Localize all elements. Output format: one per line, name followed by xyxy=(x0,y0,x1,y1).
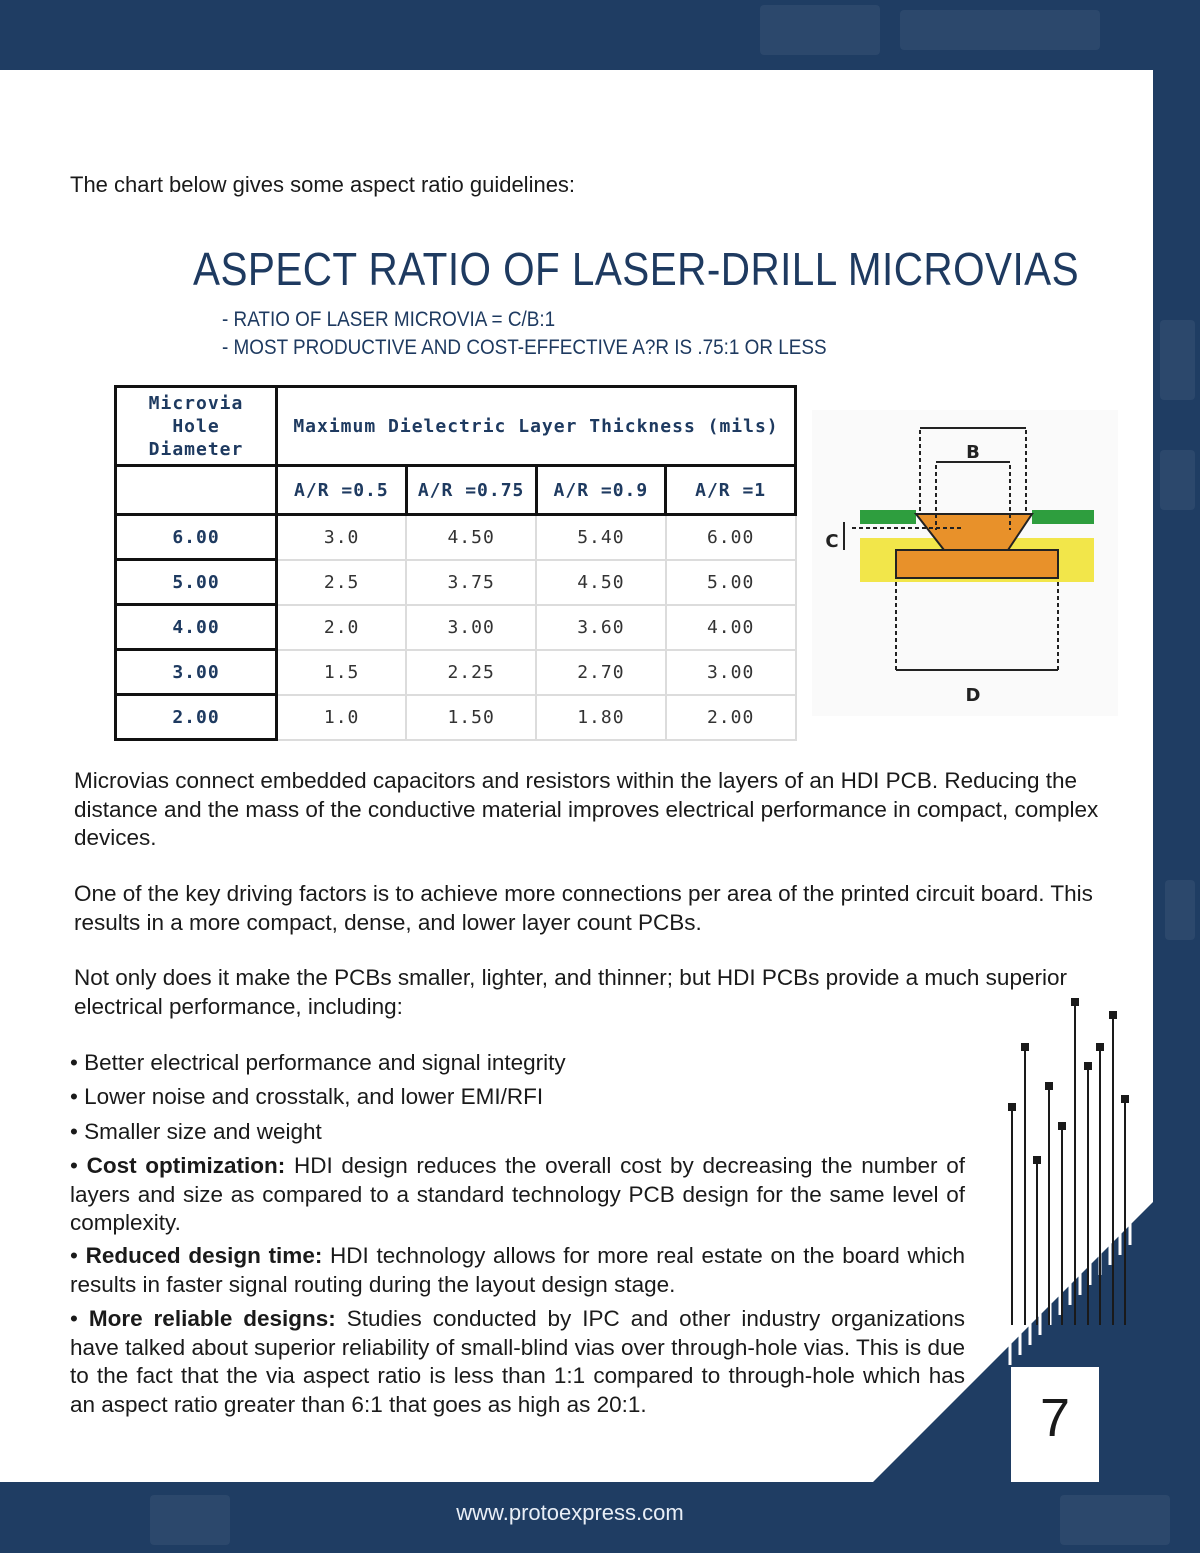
bullet-text: HDI design reduces the overall cost by decreasing the number of layers and size as compared to a standard technology PCB design for the same level of complexity. xyxy=(70,1153,965,1235)
paragraph: One of the key driving factors is to achieve more connections per area of the printed circuit board. This results in a more compact, dense, and lower layer count PCBs. xyxy=(74,881,1093,935)
bullet-text: Studies conducted by IPC and other industry organizations have talked about superior reliability of small-blind vias over through-hole vias. This is due to the fact that the via aspect ratio is less than 1:1 compared to through-hole which has an aspect ratio greater than 6:1 that goes as high as 20:1. xyxy=(70,1306,965,1417)
circuit-lines-decoration xyxy=(1000,995,1135,1325)
bullet-text: Lower noise and crosstalk, and lower EMI/RFI xyxy=(84,1084,544,1109)
column-header: A/R =1 xyxy=(666,466,796,515)
table-cell: 5.40 xyxy=(536,515,666,560)
table-cell: 3.00 xyxy=(666,650,796,695)
bullet-item xyxy=(70,1049,965,1078)
table-cell: 3.75 xyxy=(406,560,536,605)
bullet-text: Smaller size and weight xyxy=(84,1119,322,1144)
bullet-item xyxy=(70,1305,965,1419)
bullet-item xyxy=(70,1118,965,1147)
bullet-bold-lead: More reliable designs: xyxy=(88,1306,336,1331)
bullet-glyph: • xyxy=(70,1084,78,1109)
bullet-bold-lead: Cost optimization: xyxy=(86,1153,286,1178)
chart-note-productive: - MOST PRODUCTIVE AND COST-EFFECTIVE A?R IS .75:1 OR LESS xyxy=(222,336,827,359)
empty-header-cell xyxy=(116,466,277,515)
label-c: C xyxy=(825,531,839,552)
label-b: B xyxy=(966,442,980,463)
bullet-glyph: • xyxy=(70,1306,78,1331)
table-cell: 6.00 xyxy=(666,515,796,560)
chart-note-ratio: - RATIO OF LASER MICROVIA = C/B:1 xyxy=(222,308,556,331)
table-row xyxy=(116,515,796,560)
table-cell: 5.00 xyxy=(666,560,796,605)
intro-text: The chart below gives some aspect ratio guidelines: xyxy=(70,172,576,197)
group-header: Maximum Dielectric Layer Thickness (mils) xyxy=(277,387,796,466)
table-row xyxy=(116,605,796,650)
chart-title: ASPECT RATIO OF LASER-DRILL MICROVIAS xyxy=(193,243,1080,295)
bullet-glyph: • xyxy=(70,1119,78,1144)
bullet-glyph: • xyxy=(70,1153,78,1178)
bullet-item xyxy=(70,1152,965,1238)
row-header: 2.00 xyxy=(116,695,277,740)
bullet-item xyxy=(70,1083,965,1112)
table-cell: 1.0 xyxy=(277,695,407,740)
table-cell: 2.70 xyxy=(536,650,666,695)
paragraph: Not only does it make the PCBs smaller, lighter, and thinner; but HDI PCBs provide a much superior electrical performance, including: xyxy=(74,965,1067,1019)
table-row xyxy=(116,695,796,740)
table-cell: 1.5 xyxy=(277,650,407,695)
table-cell: 2.00 xyxy=(666,695,796,740)
table-cell: 3.60 xyxy=(536,605,666,650)
bullet-glyph: • xyxy=(70,1243,78,1268)
table-row xyxy=(116,560,796,605)
page-number: 7 xyxy=(1039,1388,1071,1448)
page-number-box xyxy=(1011,1367,1099,1482)
column-header: A/R =0.9 xyxy=(536,466,666,515)
bullet-bold-lead: Reduced design time: xyxy=(85,1243,323,1268)
table-cell: 2.5 xyxy=(277,560,407,605)
row-header: 5.00 xyxy=(116,560,277,605)
table-cell: 2.25 xyxy=(406,650,536,695)
bullet-text: Better electrical performance and signal integrity xyxy=(84,1050,566,1075)
label-d: D xyxy=(965,685,981,706)
column-header: A/R =0.5 xyxy=(277,466,407,515)
row-header: 6.00 xyxy=(116,515,277,560)
table-cell: 1.50 xyxy=(406,695,536,740)
table-row xyxy=(116,650,796,695)
table-cell: 4.50 xyxy=(406,515,536,560)
corner-header: Microvia Hole Diameter xyxy=(116,387,277,466)
row-header: 4.00 xyxy=(116,605,277,650)
table-cell: 2.0 xyxy=(277,605,407,650)
footer-url: www.protoexpress.com xyxy=(456,1500,684,1525)
table-cell: 4.50 xyxy=(536,560,666,605)
microvia-cross-section-diagram xyxy=(812,410,1118,716)
table-cell: 3.00 xyxy=(406,605,536,650)
table-cell: 4.00 xyxy=(666,605,796,650)
bullet-item xyxy=(70,1242,965,1299)
paragraph: Microvias connect embedded capacitors and resistors within the layers of an HDI PCB. Reducing the distance and the mass of the conductive material improves electrical performance in compact, complex devices. xyxy=(74,768,1099,850)
table-cell: 3.0 xyxy=(277,515,407,560)
column-header: A/R =0.75 xyxy=(406,466,536,515)
table-cell: 1.80 xyxy=(536,695,666,740)
row-header: 3.00 xyxy=(116,650,277,695)
bullet-text: HDI technology allows for more real estate on the board which results in faster signal routing during the layout design stage. xyxy=(70,1243,965,1297)
aspect-ratio-table xyxy=(114,385,797,741)
bullet-glyph: • xyxy=(70,1050,78,1075)
